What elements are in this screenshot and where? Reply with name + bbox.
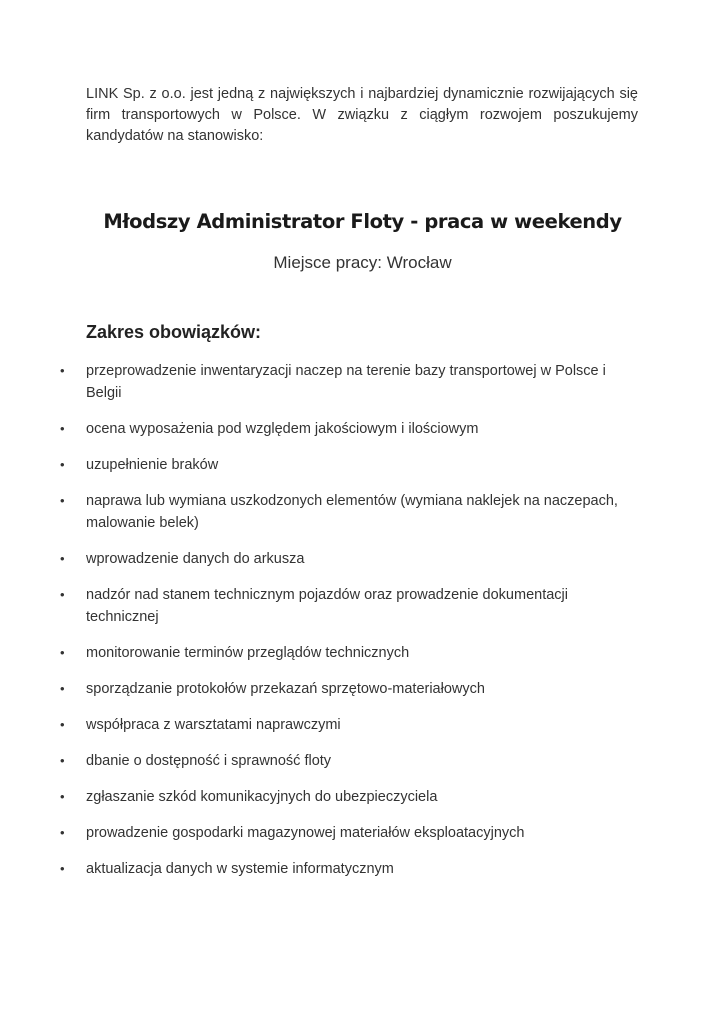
duty-item	[60, 822, 640, 844]
bullet-icon: •	[60, 825, 65, 840]
duty-text: aktualizacja danych w systemie informatycznym	[86, 861, 394, 877]
duty-text: sporządzanie protokołów przekazań sprzętowo-materiałowych	[86, 681, 485, 697]
duty-item	[60, 454, 640, 476]
duty-text: naprawa lub wymiana uszkodzonych elementów (wymiana naklejek na naczepach, malowanie belek)	[86, 493, 618, 531]
bullet-icon: •	[60, 789, 65, 804]
duty-text: nadzór nad stanem technicznym pojazdów oraz prowadzenie dokumentacji technicznej	[86, 587, 568, 625]
duty-text: dbanie o dostępność i sprawność floty	[86, 753, 332, 769]
duty-text: wprowadzenie danych do arkusza	[86, 551, 305, 567]
bullet-icon: •	[60, 363, 65, 378]
duty-item	[60, 360, 640, 404]
duty-text: uzupełnienie braków	[86, 457, 219, 473]
duty-item	[60, 786, 640, 808]
duties-list	[60, 360, 640, 894]
bullet-icon: •	[60, 457, 65, 472]
duty-item	[60, 584, 640, 628]
duty-item	[60, 678, 640, 700]
bullet-icon: •	[60, 551, 65, 566]
duty-text: prowadzenie gospodarki magazynowej materiałów eksploatacyjnych	[86, 825, 525, 841]
intro-paragraph: LINK Sp. z o.o. jest jedną z największych i najbardziej dynamicznie rozwijających się firm transportowych w Polsce. W związku z ciągłym rozwojem poszukujemy kandydatów na stanowisko:	[86, 86, 638, 144]
duties-heading: Zakres obowiązków:	[86, 322, 262, 342]
bullet-icon: •	[60, 717, 65, 732]
duty-item	[60, 750, 640, 772]
duty-item	[60, 490, 640, 534]
duty-text: monitorowanie terminów przeglądów technicznych	[86, 645, 410, 661]
duty-item	[60, 858, 640, 880]
bullet-icon: •	[60, 493, 65, 508]
bullet-icon: •	[60, 753, 65, 768]
duty-item	[60, 418, 640, 440]
bullet-icon: •	[60, 861, 65, 876]
duty-item	[60, 548, 640, 570]
duty-text: ocena wyposażenia pod względem jakościowym i ilościowym	[86, 421, 479, 437]
duty-text: przeprowadzenie inwentaryzacji naczep na terenie bazy transportowej w Polsce i Belgii	[86, 363, 606, 401]
bullet-icon: •	[60, 645, 65, 660]
duty-item	[60, 642, 640, 664]
job-location: Miejsce pracy: Wrocław	[273, 253, 452, 272]
duty-text: zgłaszanie szkód komunikacyjnych do ubezpieczyciela	[86, 789, 438, 805]
bullet-icon: •	[60, 587, 65, 602]
bullet-icon: •	[60, 681, 65, 696]
duty-text: współpraca z warsztatami naprawczymi	[86, 717, 341, 733]
bullet-icon: •	[60, 421, 65, 436]
job-title: Młodszy Administrator Floty - praca w weekendy	[103, 210, 622, 233]
duty-item	[60, 714, 640, 736]
